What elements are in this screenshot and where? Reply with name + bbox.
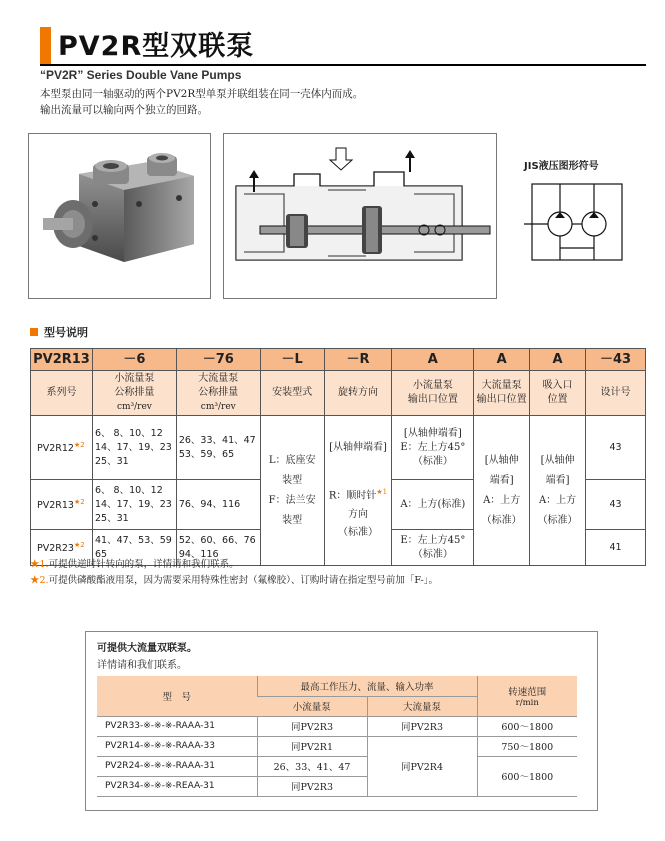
outlet-line: 端看]	[489, 474, 514, 486]
mount-line: 装型	[282, 514, 303, 526]
code-cell: －L	[260, 349, 324, 371]
star-mark: ★2	[73, 498, 85, 507]
value-line: 41、47、53、59	[94, 534, 172, 546]
header-unit: r/min	[515, 697, 539, 708]
footnote	[30, 573, 438, 589]
value-line: 94、116	[178, 548, 219, 560]
panel-title: 可提供大流量双联泵。	[97, 643, 197, 654]
cross-section-diagram	[223, 133, 497, 299]
table-row	[97, 736, 577, 756]
outlet-line: [从轴伸	[484, 454, 519, 466]
value-line: 52、60、66、76	[178, 534, 256, 546]
series-name	[31, 480, 93, 530]
small-outlet-cell	[392, 416, 474, 480]
outlet-line: A：上方	[483, 494, 521, 506]
design-number: 43	[586, 480, 646, 530]
header-large: 大流量泵	[367, 696, 477, 716]
code-cell: －76	[176, 349, 260, 371]
outlet-line: A：上方(标准)	[400, 498, 466, 510]
value-line: 65	[94, 548, 108, 560]
rotation-line: 方向	[347, 508, 368, 520]
rotation-line	[327, 483, 390, 505]
value-line: 14、17、19、23	[94, 441, 172, 453]
model-cell: PV2R33-※-※-※-RAAA-31	[97, 716, 257, 736]
outlet-line: [从轴伸端看]	[403, 427, 462, 439]
star-mark: ★2	[73, 541, 85, 550]
header-line: 公称排量	[198, 387, 239, 398]
panel-subtitle: 详情请和我们联系。	[97, 660, 187, 671]
header-inlet	[530, 371, 586, 416]
model-cell: PV2R34-※-※-※-REAA-31	[97, 776, 257, 796]
star-mark: ★2	[73, 441, 85, 450]
table-row	[31, 416, 646, 480]
header-rotation: 旋转方向	[324, 371, 392, 416]
speed-cell: 750～1800	[477, 736, 577, 756]
header-group: 最高工作压力、流量、输入功率	[257, 676, 477, 696]
series-name-text: PV2R12	[37, 443, 74, 455]
header-large-disp	[176, 371, 260, 416]
value-line: 6、 8、10、12	[94, 427, 163, 439]
footnote	[30, 557, 438, 573]
speed-cell: 600～1800	[477, 756, 577, 796]
small-cell: 同PV2R3	[257, 776, 367, 796]
intro-line: 本型泵由同一轴驱动的两个PV2R型单泵并联组装在同一壳体内而成。	[40, 88, 364, 100]
header-large-outlet	[474, 371, 530, 416]
value-line: 25、31	[94, 455, 129, 467]
hydraulic-symbol-icon	[524, 176, 631, 268]
header-line: 大流量泵	[481, 380, 522, 391]
mount-line: F：法兰安	[268, 494, 316, 506]
code-cell: －43	[586, 349, 646, 371]
pump-photo-illustration	[29, 134, 210, 298]
model-cell: PV2R24-※-※-※-RAAA-31	[97, 756, 257, 776]
small-outlet-cell	[392, 480, 474, 530]
value-line: 53、59、65	[178, 448, 235, 460]
large-disp-values	[176, 480, 260, 530]
header-unit: cm³/rev	[116, 402, 152, 412]
mount-line: L：底座安	[268, 454, 316, 466]
outlet-line: E：左上方45°	[400, 534, 466, 546]
header-series: 系列号	[31, 371, 93, 416]
footnotes	[30, 557, 438, 589]
code-cell: A	[530, 349, 586, 371]
code-cell: －R	[324, 349, 392, 371]
header-mount: 安装型式	[260, 371, 324, 416]
small-cell: 同PV2R1	[257, 736, 367, 756]
value-line: 25、31	[94, 512, 129, 524]
large-outlet-cell	[474, 416, 530, 566]
pump-photo	[28, 133, 211, 299]
header-line: 输出口位置	[407, 394, 458, 405]
header-line: 公称排量	[114, 387, 155, 398]
model-header-row	[31, 371, 646, 416]
section-title: 型号说明	[44, 326, 88, 339]
large-cell: 同PV2R4	[367, 736, 477, 796]
design-number: 43	[586, 416, 646, 480]
rotation-value: R：顺时针	[328, 490, 377, 502]
header-unit: cm³/rev	[200, 402, 236, 412]
outlet-line: （标准）	[412, 548, 453, 560]
header-small: 小流量泵	[257, 696, 367, 716]
intro-line: 输出流量可以输向两个独立的回路。	[40, 104, 208, 116]
speed-cell: 600～1800	[477, 716, 577, 736]
table-row	[97, 716, 577, 736]
small-cell: 同PV2R3	[257, 716, 367, 736]
header-line: 吸入口	[542, 380, 573, 391]
code-cell: A	[474, 349, 530, 371]
design-number: 41	[586, 530, 646, 566]
page-subtitle: “PV2R” Series Double Vane Pumps	[40, 68, 242, 82]
footnote-text: 可提供磷酸酯液用泵，因为需要采用特殊性密封（氟橡胶）、订购时请在指定型号前加「F-」。	[48, 575, 438, 586]
header-line: 输出口位置	[476, 394, 527, 405]
series-name-text: PV2R23	[37, 543, 74, 555]
inlet-line: [从轴伸	[540, 454, 575, 466]
code-cell: A	[392, 349, 474, 371]
small-disp-values	[92, 480, 176, 530]
footnote-star: ★2.	[30, 575, 49, 586]
header-design: 设计号	[586, 371, 646, 416]
header-line: 小流量泵	[412, 380, 453, 391]
title-divider	[40, 64, 646, 66]
model-code-row	[31, 349, 646, 371]
header-model: 型 号	[97, 676, 257, 716]
header-small-outlet	[392, 371, 474, 416]
header-line: 转速范围	[508, 686, 547, 698]
header-line: 位置	[547, 394, 568, 405]
rotation-line: （标准）	[337, 526, 378, 538]
large-disp-values	[176, 416, 260, 480]
intro-text	[40, 86, 363, 118]
outlet-line: （标准）	[412, 455, 453, 467]
model-cell: PV2R14-※-※-※-RAAA-33	[97, 736, 257, 756]
jis-hydraulic-symbol	[524, 176, 631, 268]
small-disp-values	[92, 416, 176, 480]
inlet-line: （标准）	[537, 514, 578, 526]
panel-header-row	[97, 676, 577, 696]
outlet-line: （标准）	[481, 514, 522, 526]
series-name-text: PV2R13	[37, 500, 74, 512]
table-row	[97, 756, 577, 776]
series-name	[31, 416, 93, 480]
mount-line: 装型	[282, 474, 303, 486]
rotation-cell	[324, 416, 392, 566]
value-line: 76、94、116	[178, 498, 241, 510]
inlet-line: 端看]	[545, 474, 570, 486]
title-accent-bar	[40, 27, 51, 65]
outlet-line: E：左上方45°	[400, 441, 466, 453]
jis-symbol-label: JIS液压图形符号	[524, 161, 599, 172]
large-flow-table	[97, 676, 577, 797]
code-cell: －6	[92, 349, 176, 371]
star-mark: ★1	[376, 488, 388, 497]
mount-type-cell	[260, 416, 324, 566]
large-cell: 同PV2R3	[367, 716, 477, 736]
cross-section-drawing	[224, 134, 496, 298]
rotation-line: [从轴伸端看]	[329, 442, 387, 454]
page-title: PV2R型双联泵	[58, 31, 255, 62]
inlet-cell	[530, 416, 586, 566]
model-code-table	[30, 348, 646, 566]
code-cell: PV2R13	[31, 349, 93, 371]
header-speed	[477, 676, 577, 716]
inlet-line: A：上方	[538, 494, 577, 506]
footnote-star: ★1.	[30, 559, 49, 570]
value-line: 26、33、41、47	[178, 434, 256, 446]
header-small-disp	[92, 371, 176, 416]
value-line: 6、 8、10、12	[94, 484, 163, 496]
header-line: 大流量泵	[198, 373, 239, 384]
footnote-text: 可提供逆时针转向的泵，详情请和我们联系。	[48, 559, 239, 570]
header-line: 小流量泵	[114, 373, 155, 384]
section-heading	[30, 324, 88, 340]
section-square-icon	[30, 328, 38, 336]
small-cell: 26、33、41、47	[257, 756, 367, 776]
value-line: 14、17、19、23	[94, 498, 172, 510]
